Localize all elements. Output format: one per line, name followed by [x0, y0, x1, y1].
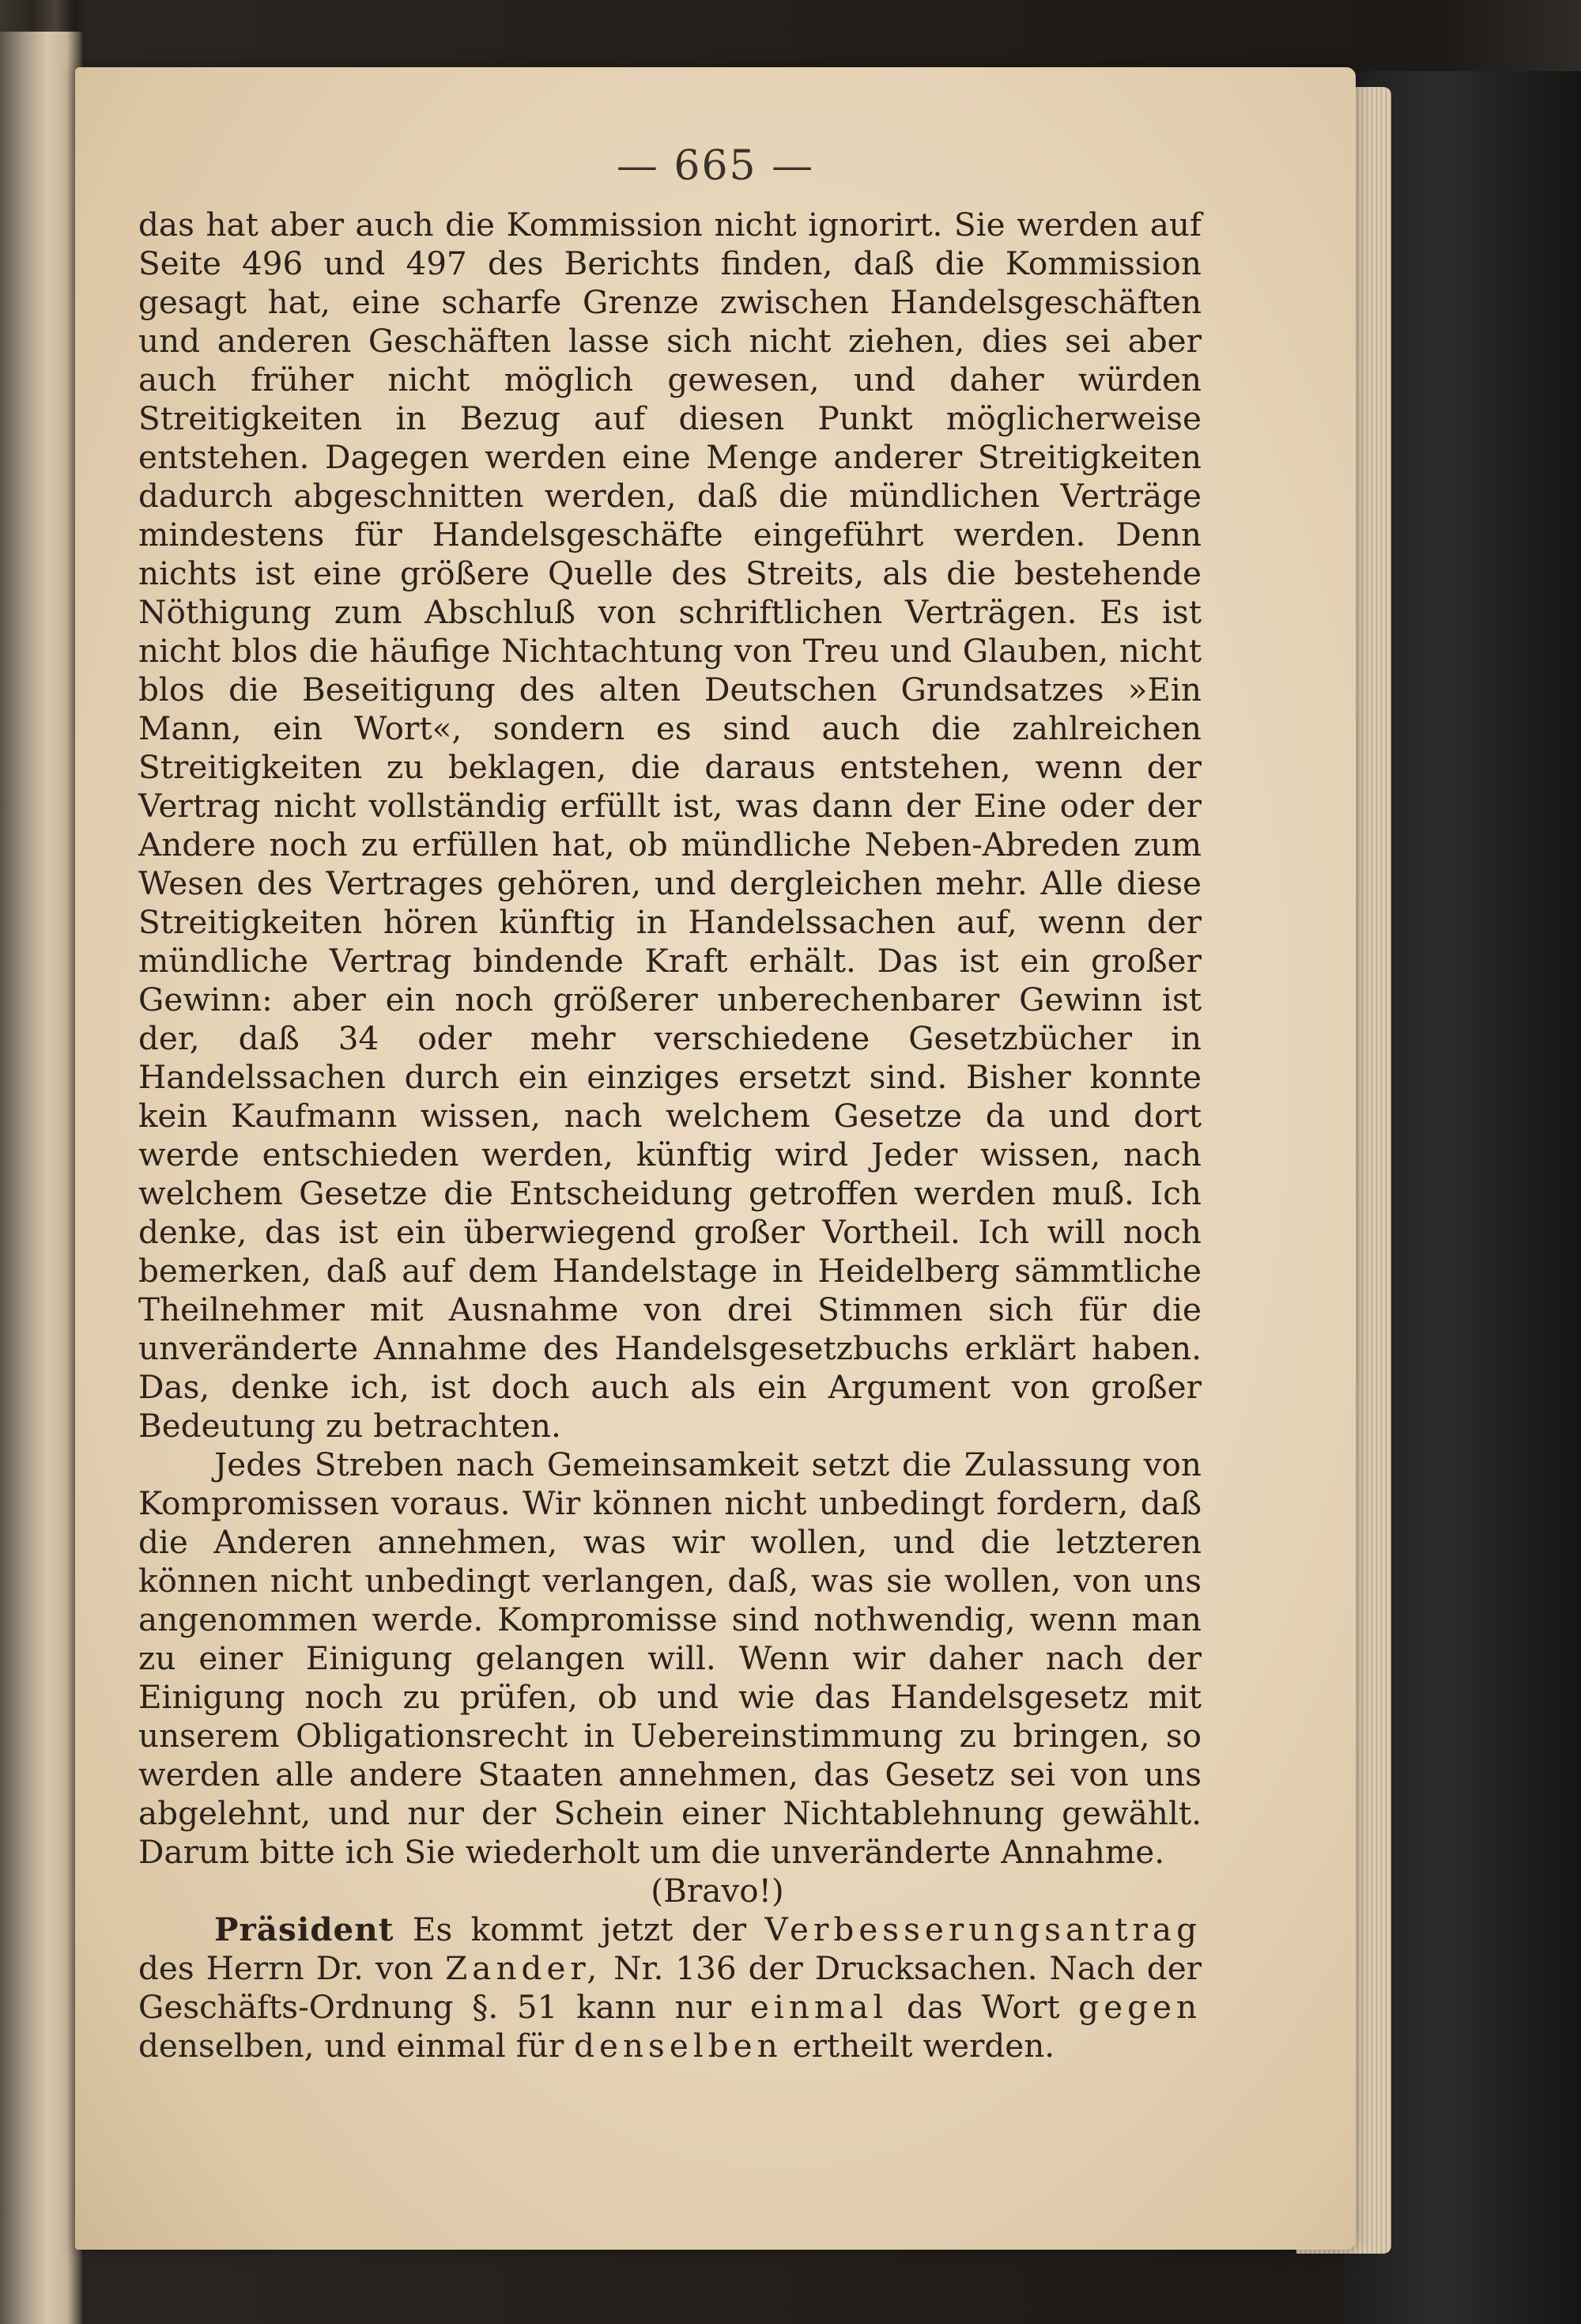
book-page [75, 67, 1356, 2250]
applause-note: (Bravo!) [651, 1872, 784, 1910]
p3-part-h: gegen [1078, 1988, 1202, 2026]
paragraph-1: das hat aber auch die Kommission nicht ignorirt. Sie werden auf Seite 496 und 497 des Berichts finden, daß die Kommission gesagt hat, eine scharfe Grenze zwischen Handelsgeschäften und anderen Geschäften lasse sich nicht ziehen, dies sei aber auch früher nicht möglich gewesen, und daher würden Streitigkeiten in Bezug auf diesen Punkt möglicherweise entstehen. Dagegen werden eine Menge anderer Streitigkeiten dadurch abgeschnitten werden, daß die mündlichen Verträge mindestens für Handelsgeschäfte eingeführt werden. Denn nichts ist eine größere Quelle des Streits, als die bestehende Nöthigung zum Abschluß von schriftlichen Verträgen. Es ist nicht blos die häufige Nichtachtung von Treu und Glauben, nicht blos die Beseitigung des alten Deutschen Grundsatzes »Ein Mann, ein Wort«, sondern es sind auch die zahlreichen Streitigkeiten zu beklagen, die daraus entstehen, wenn der Vertrag nicht vollständig erfüllt ist, was dann der Eine oder der Andere noch zu erfüllen hat, ob mündliche Neben-Abreden zum Wesen des Vertrages gehören, und dergleichen mehr. Alle diese Streitigkeiten hören künftig in Handelssachen auf, wenn der mündliche Vertrag bindende Kraft erhält. Das ist ein großer Gewinn: aber ein noch größerer unberechenbarer Gewinn ist der, daß 34 oder mehr verschiedene Gesetzbücher in Handelssachen durch ein einziges ersetzt sind. Bisher konnte kein Kaufmann wissen, nach welchem Gesetze da und dort werde entschieden werden, künftig wird Jeder wissen, nach welchem Gesetze die Entscheidung getroffen werden muß. Ich denke, das ist ein überwiegend großer Vortheil. Ich will noch bemerken, daß auf dem Handelstage in Heidelberg sämmtliche Theilnehmer mit Ausnahme von drei Stimmen sich für die unveränderte Annahme des Handelsgesetzbuchs erklärt haben. Das, denke ich, ist doch auch als ein Argument von großer Bedeutung zu betrachten. [138, 206, 1202, 1445]
p3-part-g: das Wort [907, 1988, 1060, 2026]
binding-gutter [0, 32, 83, 2324]
p3-part-j: denselben [574, 2027, 783, 2065]
p3-part-c: des Herrn Dr. von [138, 1949, 434, 1987]
page-text [138, 206, 1202, 2065]
p3-part-d: Zander, [445, 1949, 602, 1987]
p3-part-e: Nr. 136 der Drucksachen. Nach der Geschäfts-Ordnung §. 51 kann nur [138, 1949, 1202, 2026]
p3-part-a: Es kommt jetzt der [412, 1910, 747, 1948]
paragraph-3 [138, 1910, 1202, 2065]
p3-part-f: einmal [749, 1988, 889, 2026]
paragraph-2: Jedes Streben nach Gemeinsamkeit setzt die Zulassung von Kompromissen voraus. Wir können nicht unbedingt fordern, daß die Anderen annehmen, was wir wollen, und die letzteren können nicht unbedingt verlangen, daß, was sie wollen, von uns angenommen werde. Kompromisse sind nothwendig, wenn man zu einer Einigung gelangen will. Wenn wir daher nach der Einigung noch zu prüfen, ob und wie das Handelsgesetz mit unserem Obligationsrecht in Uebereinstimmung zu bringen, so werden alle andere Staaten annehmen, das Gesetz sei von uns abgelehnt, und nur der Schein einer Nichtablehnung gewählt. Darum bitte ich Sie wiederholt um die unveränderte Annahme. [138, 1445, 1202, 1871]
page-number: — 665 — [616, 142, 815, 190]
p3-part-b: Verbesserungsantrag [764, 1910, 1202, 1948]
p3-part-k: ertheilt werden. [792, 2027, 1055, 2065]
p3-part-i: denselben, und einmal für [138, 2027, 564, 2065]
speaker-name: Präsident [214, 1910, 394, 1948]
